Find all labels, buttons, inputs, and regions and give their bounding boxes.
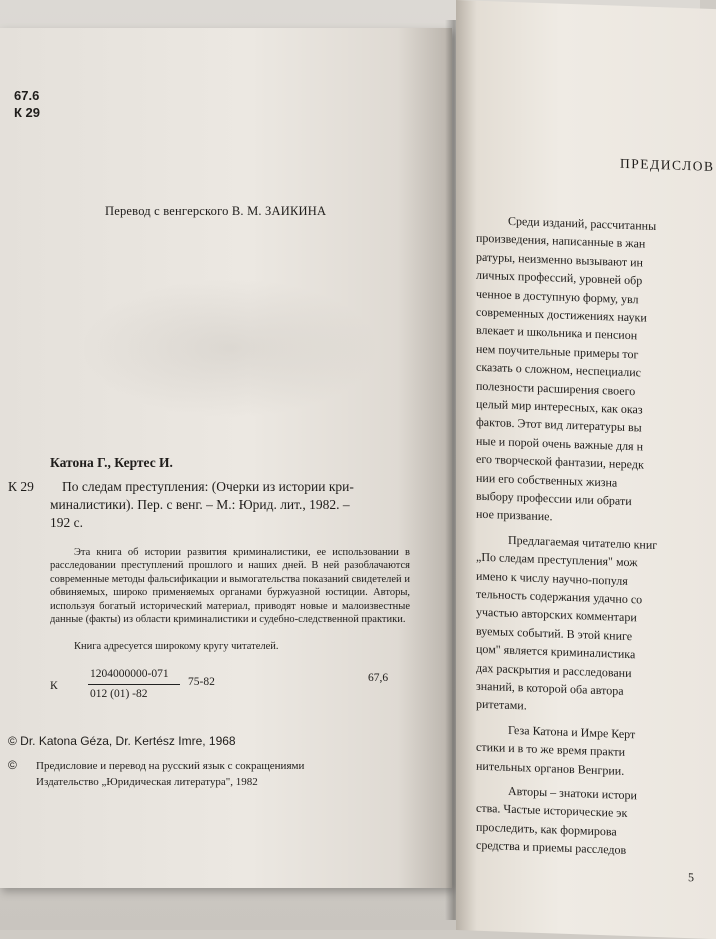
annotation-text: Эта книга об истории развития криминалистики, ее использовании в расследовании преступлений прошлого и наших дней. В ней разоблачаются современные методы фальсификации и вымогательства показаний свидетелей и обвиняемых, широко применяемых органами буржуазной юстиции. Авторы, используя богатый исторический материал, приводят новые и малоизвестные данные (факты) из области криминалистики и судебно-следственной практики. <box>50 547 410 626</box>
preface-line: полезности расширения своего <box>476 378 636 398</box>
biblio-line-1: По следам преступления: (Очерки из истории кри- <box>62 479 354 494</box>
preface-line: нительных органов Венгрии. <box>476 758 625 778</box>
preface-line: „По следам преступления" мож <box>476 549 638 570</box>
preface-line: личных профессий, уровней обр <box>476 267 643 288</box>
formula-fraction-line <box>88 684 180 685</box>
formula-denominator: 012 (01) -82 <box>90 688 148 700</box>
preface-line: выбору профессии или обрати <box>476 488 632 509</box>
authors: Катона Г., Кертес И. <box>50 455 173 470</box>
preface-line: фактов. Этот вид литературы вы <box>476 415 642 435</box>
preface-line: участью авторских комментари <box>476 605 637 625</box>
preface-line: средства и приемы расследов <box>476 837 627 858</box>
preface-line: целый мир интересных, как оказ <box>476 396 643 417</box>
preface-line: вуемых событий. В этой книге <box>476 623 633 643</box>
formula-letter: К <box>50 680 58 692</box>
page-number: 5 <box>688 870 694 885</box>
preface-line: проследить, как формирова <box>476 819 617 839</box>
right-page <box>456 0 716 939</box>
copyright-authors: © Dr. Katona Géza, Dr. Kertész Imre, 1968 <box>8 734 236 748</box>
preface-line: имено к числу научно-популя <box>476 568 628 588</box>
preface-heading: ПРЕДИСЛОВ <box>620 155 715 175</box>
preface-line: цом" является криминалистика <box>476 641 636 662</box>
formula-suffix: 75-82 <box>188 676 215 688</box>
preface-line: ные и порой очень важные для н <box>476 433 643 454</box>
preface-line: Геза Катона и Имре Керт <box>508 722 636 742</box>
preface-line: влекает и школьника и пенсион <box>476 323 638 343</box>
copyright-line-2: Издательство „Юридическая литература", 1982 <box>36 776 258 788</box>
copyright-symbol: © <box>8 758 17 772</box>
preface-line: нем поучительные примеры тог <box>476 341 639 362</box>
preface-line: его творческой фантазии, нередк <box>476 451 644 472</box>
preface-line: Авторы – знатоки истори <box>508 783 637 803</box>
preface-line: ритетами. <box>476 697 527 713</box>
preface-line: сказать о сложном, неспециалис <box>476 359 641 380</box>
preface-line: Среди изданий, рассчитанны <box>508 213 657 233</box>
preface-line: ства. Частые исторические эк <box>476 801 628 821</box>
translator-line: Перевод с венгерского В. М. ЗАИКИНА <box>105 204 327 218</box>
biblio-line-2: миналистики). Пер. с венг. – М.: Юрид. лит., 1982. – <box>50 497 350 512</box>
preface-line: ратуры, неизменно вызывают ин <box>476 249 643 270</box>
biblio-line-3: 192 с. <box>50 515 83 530</box>
preface-line: дах раскрытия и расследовани <box>476 660 632 680</box>
class-code: 67.6 <box>14 88 40 103</box>
formula-right-code: 67,6 <box>368 672 389 684</box>
preface-line: современных достижениях науки <box>476 304 647 325</box>
preface-line: стики и в то же время практи <box>476 739 626 760</box>
preface-line: ное призвание. <box>476 507 553 524</box>
author-mark: К 29 <box>14 105 41 120</box>
preface-line: ченное в доступную форму, увл <box>476 286 639 306</box>
copyright-line-1: Предисловие и перевод на русский язык с сокращениями <box>36 760 305 772</box>
preface-line: произведения, написанные в жан <box>476 231 646 252</box>
preface-line: Предлагаемая читателю книг <box>508 532 658 552</box>
biblio-mark: К 29 <box>8 479 34 494</box>
preface-line: нии его собственных жизна <box>476 470 618 490</box>
preface-line: знаний, в которой оба автора <box>476 678 624 698</box>
left-page <box>0 28 452 888</box>
audience-text: Книга адресуется широкому кругу читателей. <box>74 641 279 652</box>
preface-line: тельность содержания удачно со <box>476 586 643 607</box>
formula-numerator: 1204000000-071 <box>90 668 169 680</box>
